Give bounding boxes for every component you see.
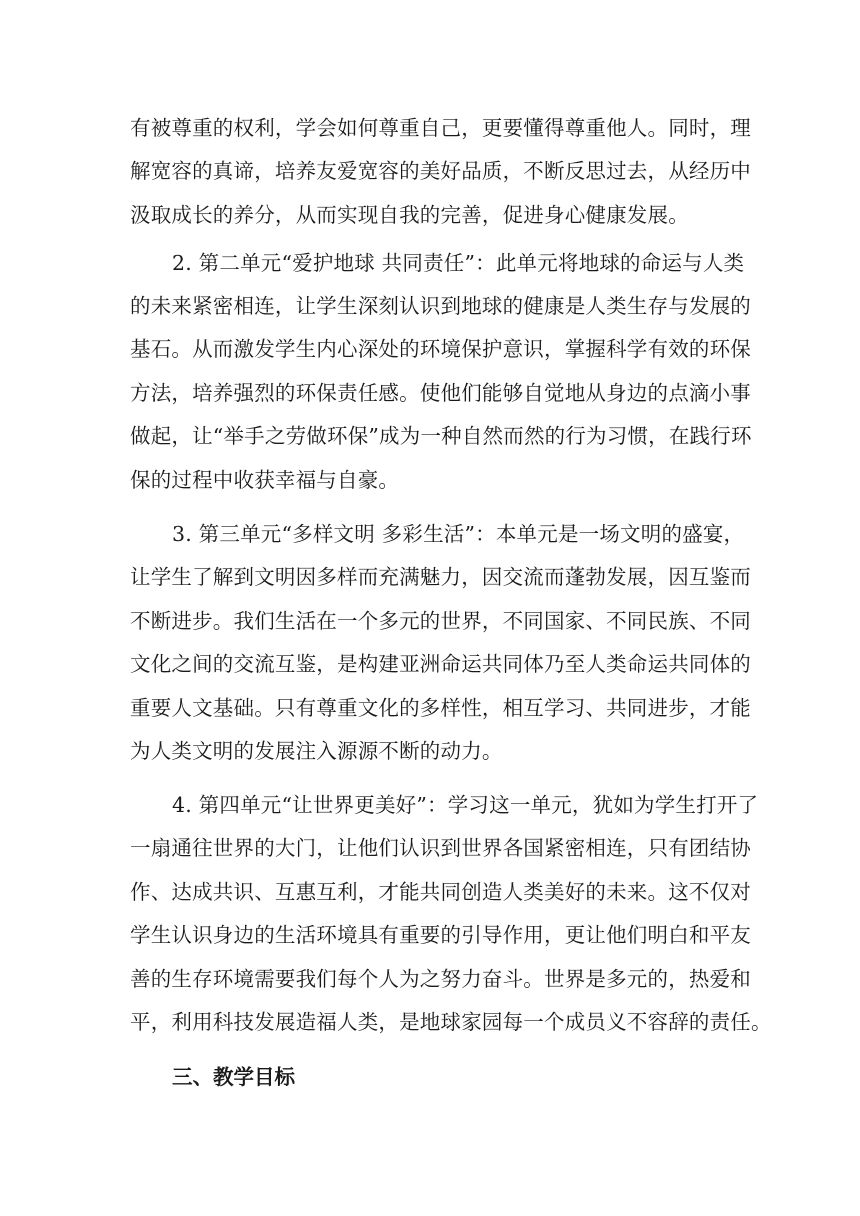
text-line: 2. 第二单元“爱护地球 共同责任”：此单元将地球的命运与人类: [172, 251, 745, 275]
text-line: 文化之间的交流互鉴，是构建亚洲命运共同体乃至人类命运共同体的: [130, 652, 751, 676]
text-line: 一扇通往世界的大门，让他们认识到世界各国紧密相连，只有团结协: [130, 836, 751, 860]
text-line: 善的生存环境需要我们每个人为之努力奋斗。世界是多元的，热爱和: [130, 967, 751, 991]
text-line: 汲取成长的养分，从而实现自我的完善，促进身心健康发展。: [130, 203, 689, 227]
text-line: 平，利用科技发展造福人类，是地球家园每一个成员义不容辞的责任。: [130, 1010, 772, 1034]
text-line: 方法，培养强烈的环保责任感。使他们能够自觉地从身边的点滴小事: [130, 381, 751, 405]
text-line: 基石。从而激发学生内心深处的环境保护意识，掌握科学有效的环保: [130, 337, 751, 361]
text-line: 保的过程中收获幸福与自豪。: [130, 468, 400, 492]
text-line: 重要人文基础。只有尊重文化的多样性，相互学习、共同进步，才能: [130, 696, 751, 720]
text-line: 3. 第三单元“多样文明 多彩生活”：本单元是一场文明的盛宴，: [172, 522, 745, 546]
text-line: 解宽容的真谛，培养友爱宽容的美好品质，不断反思过去，从经历中: [130, 159, 751, 183]
text-line: 作、达成共识、互惠互利，才能共同创造人类美好的未来。这不仅对: [130, 880, 751, 904]
text-line: 有被尊重的权利，学会如何尊重自己，更要懂得尊重他人。同时，理: [130, 116, 751, 140]
section-heading: 三、教学目标: [172, 1065, 295, 1089]
text-line: 让学生了解到文明因多样而充满魅力，因交流而蓬勃发展，因互鉴而: [130, 565, 751, 589]
text-line: 学生认识身边的生活环境具有重要的引导作用，更让他们明白和平友: [130, 923, 751, 947]
text-line: 4. 第四单元“让世界更美好”：学习这一单元，犹如为学生打开了: [172, 793, 759, 817]
text-line: 为人类文明的发展注入源源不断的动力。: [130, 739, 503, 763]
text-line: 的未来紧密相连，让学生深刻认识到地球的健康是人类生存与发展的: [130, 294, 751, 318]
text-line: 做起，让“举手之劳做环保”成为一种自然而然的行为习惯，在践行环: [130, 424, 752, 448]
text-line: 不断进步。我们生活在一个多元的世界，不同国家、不同民族、不同: [130, 609, 751, 633]
